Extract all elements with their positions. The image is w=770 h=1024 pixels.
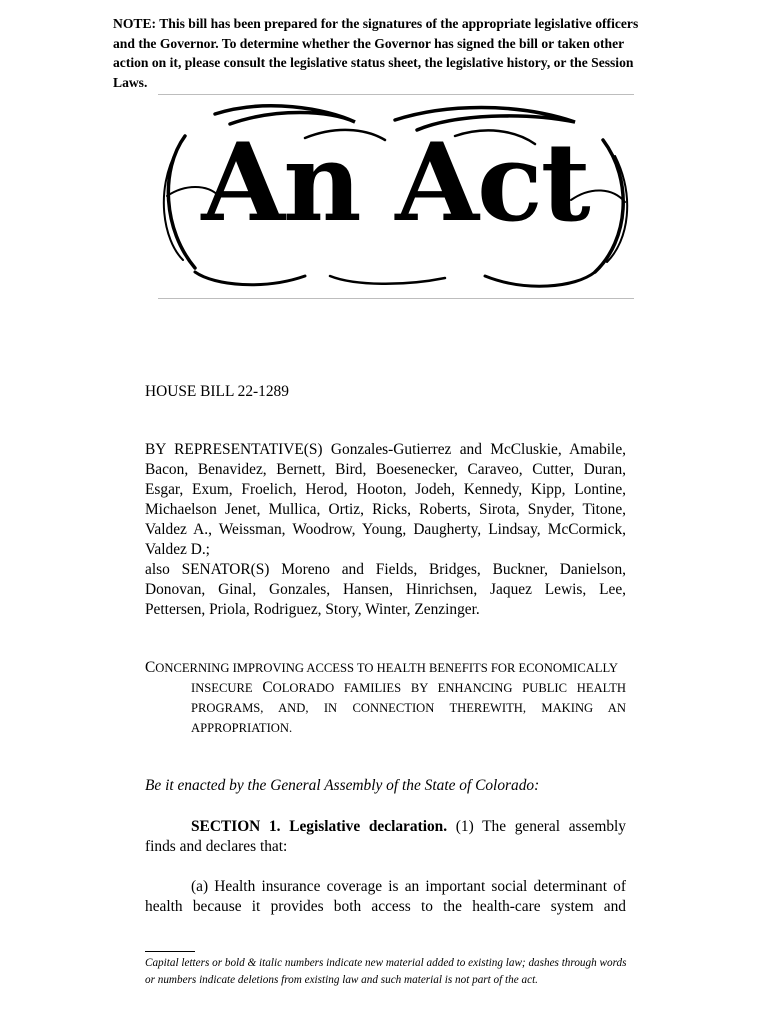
bill-number: HOUSE BILL 22-1289 (145, 383, 289, 400)
subsection-a-text: (a) Health insurance coverage is an important social determinant of health because it provides both access to the health-care system and (145, 878, 626, 915)
enacting-clause: Be it enacted by the General Assembly of the State of Colorado: (145, 777, 540, 794)
title-line-1: ONCERNING IMPROVING ACCESS TO HEALTH BENEFITS FOR ECONOMICALLY (155, 661, 619, 675)
an-act-emblem (155, 100, 635, 292)
section-1-heading: SECTION 1. Legislative declaration. (191, 818, 448, 835)
title-line-2: INSECURE COLORADO FAMILIES BY ENHANCING PUBLIC HEALTH (191, 679, 626, 696)
section-1 (145, 817, 626, 857)
title-line-4: APPROPRIATION. (191, 721, 293, 735)
signature-note: NOTE: This bill has been prepared for the signatures of the appropriate legislative officers and the Governor. To determine whether the Governor has signed the bill or taken other action on it, please consult the legislative status sheet, the legislative history, or the Session Laws. (113, 16, 639, 90)
representatives-list: BY REPRESENTATIVE(S) Gonzales-Gutierrez and McCluskie, Amabile, Bacon, Benavidez, Bernett, Bird, Boesenecker, Caraveo, Cutter, Duran, Esgar, Exum, Froelich, Herod, Hooton, Jodeh, Kennedy, Kipp, Lontine, Michaelson Jenet, Mullica, Ortiz, Ricks, Roberts, Sirota, Snyder, Titone, Valdez A., Weissman, Woodrow, Young, Daugherty, Lindsay, McCormick, Valdez D.; (145, 441, 626, 558)
emblem-bottom-rule (158, 298, 634, 299)
sponsors-block (145, 440, 626, 620)
section-1-text: (1) The general assembly finds and declares that: (145, 818, 626, 855)
senators-list: also SENATOR(S) Moreno and Fields, Bridges, Buckner, Danielson, Donovan, Ginal, Gonzales, Hansen, Hinrichsen, Jaquez Lewis, Lee, Pettersen, Priola, Rodriguez, Story, Winter, Zenzinger. (145, 561, 626, 618)
title-initial-letter: C (145, 659, 156, 676)
emblem-top-rule (158, 94, 634, 95)
title-line-3: PROGRAMS, AND, IN CONNECTION THEREWITH, MAKING AN (191, 701, 626, 715)
footnote: Capital letters or bold & italic numbers indicate new material added to existing law; dashes through words or numbers indicate deletions from existing law and such material is not part of the act. (145, 957, 627, 986)
subsection-a (145, 877, 626, 917)
footnote-rule (145, 951, 195, 952)
an-act-title: An Act (201, 120, 589, 246)
bill-title (145, 658, 626, 738)
